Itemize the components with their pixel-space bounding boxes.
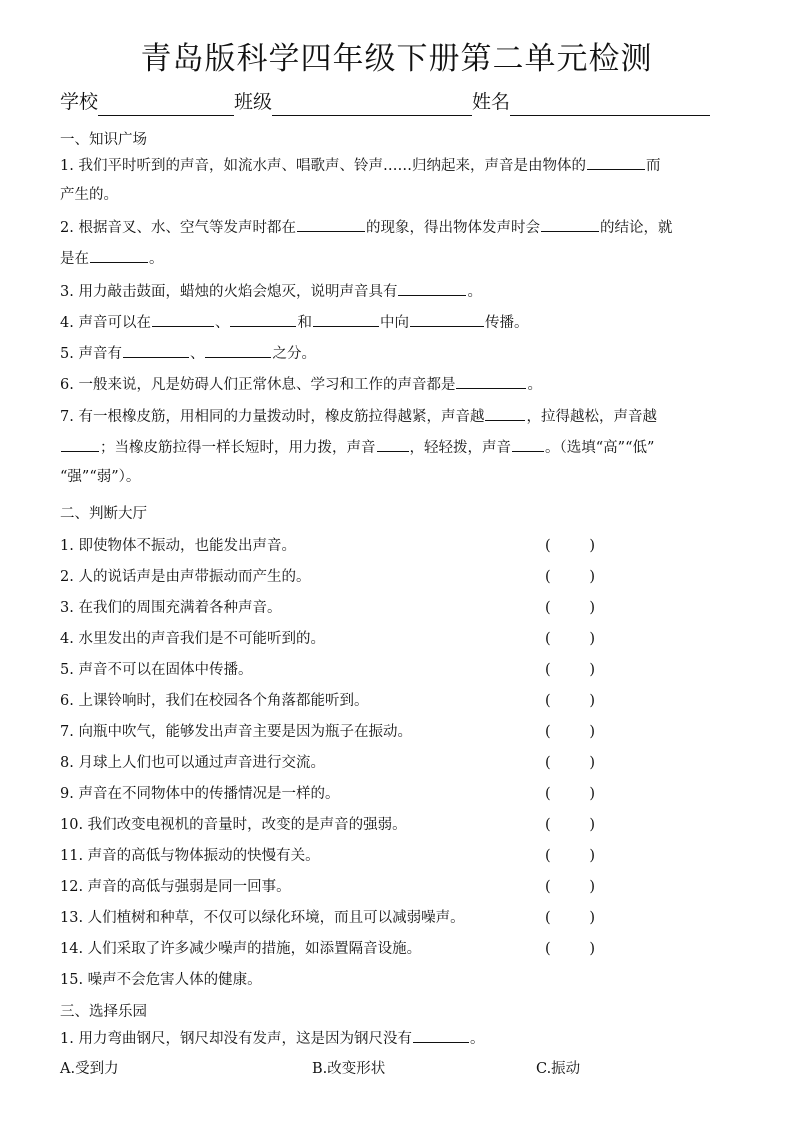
tf-item-text: 10. 我们改变电视机的音量时，改变的是声音的强弱。	[60, 817, 407, 833]
paren-close: )	[589, 910, 595, 926]
tf-item-text: 9. 声音在不同物体中的传播情况是一样的。	[60, 786, 340, 802]
page-title: 青岛版科学四年级下册第二单元检测	[140, 41, 653, 77]
name-label: 姓名	[472, 91, 511, 113]
paren-open: (	[545, 631, 551, 647]
student-info-header	[60, 88, 740, 118]
q5-line: 5. 声音有 、 之分。	[60, 343, 316, 364]
tf-answer-box[interactable]	[545, 722, 595, 742]
q2-blank-2[interactable]	[541, 217, 599, 232]
paren-open: (	[545, 817, 551, 833]
mc-option-b[interactable]: B.改变形状	[312, 1061, 386, 1077]
tf-answer-box[interactable]	[545, 784, 595, 804]
q2-blank-1[interactable]	[297, 217, 365, 232]
paren-close: )	[589, 662, 595, 678]
q6-line: 6. 一般来说，凡是妨碍人们正常休息、学习和工作的声音都是 。	[60, 374, 542, 395]
section2-heading: 二、判断大厅	[60, 506, 147, 522]
tf-item-text: 15. 噪声不会危害人体的健康。	[60, 972, 262, 988]
tf-item-text: 4. 水里发出的声音我们是不可能听到的。	[60, 631, 325, 647]
tf-item-text: 6. 上课铃响时，我们在校园各个角落都能听到。	[60, 693, 369, 709]
class-label: 班级	[234, 91, 273, 113]
school-blank[interactable]	[98, 93, 234, 116]
q7-blank-3[interactable]	[377, 437, 409, 452]
paren-open: (	[545, 910, 551, 926]
q4-blank-1[interactable]	[152, 312, 214, 327]
tf-answer-box[interactable]	[545, 908, 595, 928]
paren-close: )	[589, 693, 595, 709]
q7-blank-1[interactable]	[485, 406, 525, 421]
tf-item-text: 13. 人们植树和种草，不仅可以绿化环境，而且可以减弱噪声。	[60, 910, 465, 926]
paren-close: )	[589, 600, 595, 616]
tf-answer-box[interactable]	[545, 660, 595, 680]
q6-blank[interactable]	[456, 374, 526, 389]
paren-close: )	[589, 786, 595, 802]
paren-close: )	[589, 879, 595, 895]
tf-answer-box[interactable]	[545, 753, 595, 773]
paren-close: )	[589, 569, 595, 585]
q4-blank-3[interactable]	[313, 312, 379, 327]
tf-answer-box[interactable]	[545, 536, 595, 556]
paren-open: (	[545, 755, 551, 771]
paren-open: (	[545, 600, 551, 616]
paren-open: (	[545, 879, 551, 895]
q5-blank-1[interactable]	[123, 343, 189, 358]
paren-open: (	[545, 786, 551, 802]
q2-blank-3[interactable]	[90, 248, 148, 263]
mc-q1-line: 1. 用力弯曲钢尺，钢尺却没有发声，这是因为钢尺没有 。	[60, 1028, 484, 1049]
q4-blank-4[interactable]	[410, 312, 484, 327]
q7-line3: “强”“弱”）。	[60, 469, 141, 485]
paren-close: )	[589, 941, 595, 957]
tf-answer-box[interactable]	[545, 629, 595, 649]
tf-answer-box[interactable]	[545, 567, 595, 587]
q7-line1: 7. 有一根橡皮筋，用相同的力量拨动时，橡皮筋拉得越紧，声音越 ，拉得越松，声音越	[60, 406, 657, 427]
q1-line1: 1. 我们平时听到的声音，如流水声、唱歌声、铃声……归纳起来，声音是由物体的 而	[60, 155, 660, 176]
paren-open: (	[545, 693, 551, 709]
q7-line2: ；当橡皮筋拉得一样长短时，用力拨，声音 ，轻轻拨，声音 。（选填“高”“低”	[60, 437, 654, 458]
paren-open: (	[545, 724, 551, 740]
mc-option-c[interactable]: C.振动	[536, 1061, 581, 1077]
class-blank[interactable]	[272, 93, 472, 116]
paren-close: )	[589, 538, 595, 554]
paren-open: (	[545, 538, 551, 554]
paren-close: )	[589, 848, 595, 864]
tf-answer-box[interactable]	[545, 598, 595, 618]
section3-heading: 三、选择乐园	[60, 1004, 147, 1020]
tf-item-text: 11. 声音的高低与物体振动的快慢有关。	[60, 848, 320, 864]
q5-blank-2[interactable]	[205, 343, 271, 358]
tf-answer-box[interactable]	[545, 691, 595, 711]
mc-q1-blank[interactable]	[413, 1028, 469, 1043]
tf-answer-box[interactable]	[545, 877, 595, 897]
paren-open: (	[545, 569, 551, 585]
paren-close: )	[589, 631, 595, 647]
q4-blank-2[interactable]	[230, 312, 296, 327]
tf-answer-box[interactable]	[545, 939, 595, 959]
q2-line1: 2. 根据音叉、水、空气等发声时都在 的现象，得出物体发声时会 的结论，就	[60, 217, 672, 238]
tf-item-text: 5. 声音不可以在固体中传播。	[60, 662, 253, 678]
paren-open: (	[545, 848, 551, 864]
q7-blank-4[interactable]	[512, 437, 544, 452]
q2-line2: 是在 。	[60, 248, 164, 269]
tf-item-text: 12. 声音的高低与强弱是同一回事。	[60, 879, 291, 895]
tf-answer-box[interactable]	[545, 846, 595, 866]
q1-blank[interactable]	[587, 155, 645, 170]
tf-item-text: 3. 在我们的周围充满着各种声音。	[60, 600, 282, 616]
paren-close: )	[589, 755, 595, 771]
school-label: 学校	[60, 91, 99, 113]
q4-line: 4. 声音可以在 、 和 中向 传播。	[60, 312, 528, 333]
q3-line: 3. 用力敲击鼓面，蜡烛的火焰会熄灭，说明声音具有 。	[60, 281, 482, 302]
q3-blank[interactable]	[398, 281, 466, 296]
tf-item-text: 8. 月球上人们也可以通过声音进行交流。	[60, 755, 325, 771]
q1-line2: 产生的。	[60, 187, 118, 203]
section1-heading: 一、知识广场	[60, 132, 147, 148]
tf-answer-box[interactable]	[545, 815, 595, 835]
tf-item-text: 7. 向瓶中吹气，能够发出声音主要是因为瓶子在振动。	[60, 724, 412, 740]
paren-close: )	[589, 724, 595, 740]
name-blank[interactable]	[510, 93, 710, 116]
q7-blank-2[interactable]	[61, 437, 99, 452]
tf-item-text: 14. 人们采取了许多减少噪声的措施，如添置隔音设施。	[60, 941, 422, 957]
tf-item-text: 1. 即使物体不振动，也能发出声音。	[60, 538, 296, 554]
paren-open: (	[545, 662, 551, 678]
tf-item-text: 2. 人的说话声是由声带振动而产生的。	[60, 569, 311, 585]
mc-option-a[interactable]: A.受到力	[60, 1061, 119, 1077]
paren-open: (	[545, 941, 551, 957]
paren-close: )	[589, 817, 595, 833]
